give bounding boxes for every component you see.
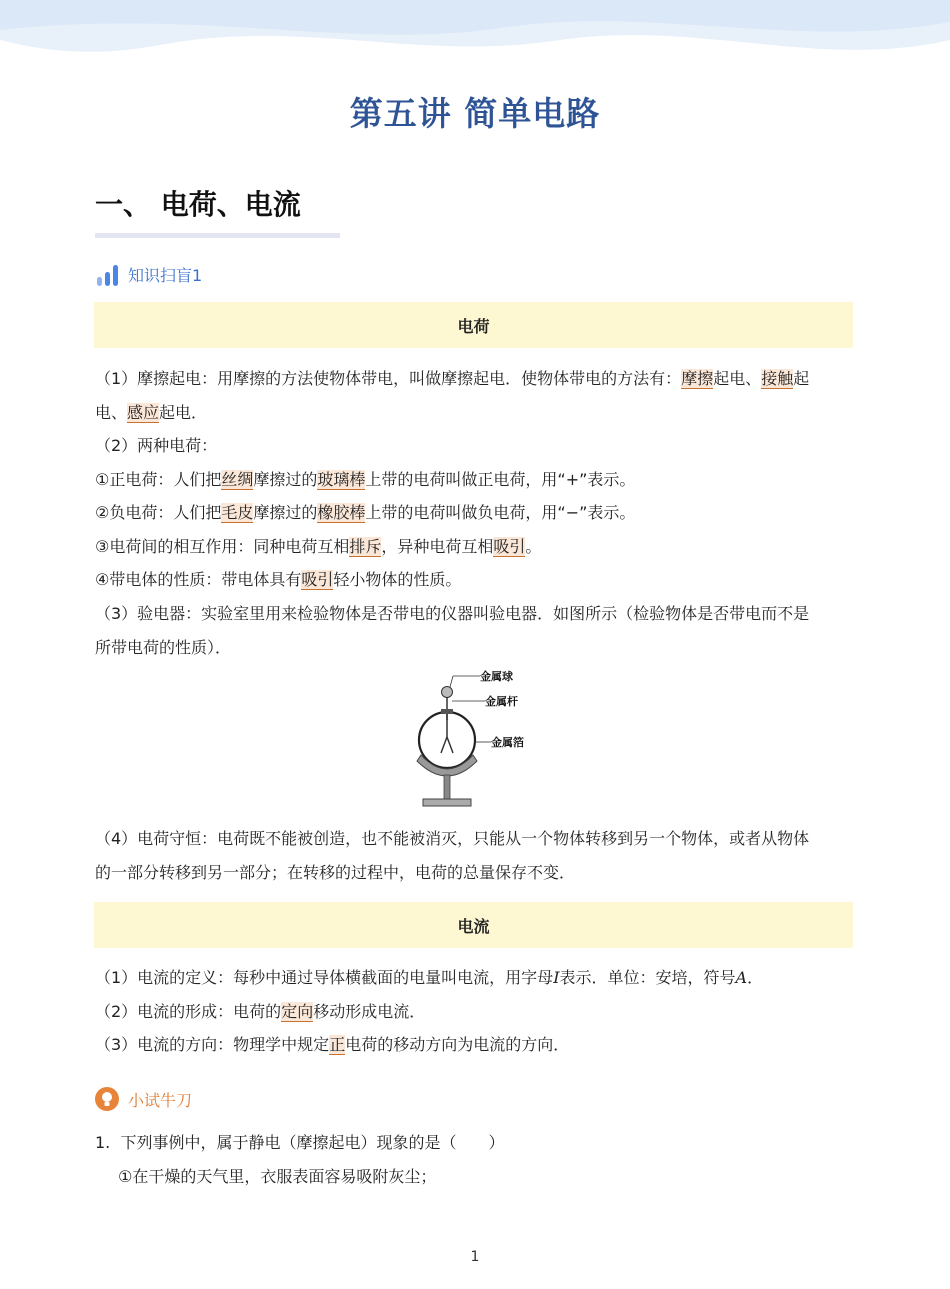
header-wave — [0, 0, 950, 70]
knowledge-label-text: 知识扫盲1 — [128, 266, 203, 285]
label-metal-ball: 金属球 — [480, 670, 513, 683]
charge-paragraph-1: （1）摩擦起电：用摩擦的方法使物体带电，叫做摩擦起电．使物体带电的方法有：摩擦起电、接触起 电、感应起电． — [95, 369, 810, 422]
question-option-1: ①在干燥的天气里，衣服表面容易吸附灰尘； — [118, 1167, 437, 1186]
electroscope-paragraph: （3）验电器：实验室里用来检验物体是否带电的仪器叫验电器．如图所示（检验物体是否带电而不是 所带电荷的性质）． — [95, 604, 810, 657]
section-heading: 一、 电荷、电流 — [95, 188, 301, 221]
practice-label — [95, 1087, 192, 1111]
charge-box — [94, 302, 853, 348]
label-metal-foil: 金属箔 — [491, 736, 524, 749]
bar-chart-icon — [95, 264, 119, 286]
current-formation-line: （2）电流的形成：电荷的定向移动形成电流． — [95, 1002, 426, 1021]
page-title: 第五讲 简单电路 — [349, 94, 601, 133]
charge-paragraph-2: （2）两种电荷： — [95, 436, 218, 455]
current-box — [94, 902, 853, 948]
current-definition-line: （1）电流的定义：每秒中通过导体横截面的电量叫电流，用字母I表示．单位：安培，符号A． — [95, 968, 764, 987]
label-metal-rod: 金属杆 — [485, 695, 518, 708]
electroscope-figure — [405, 665, 545, 813]
charge-interaction-line: ③电荷间的相互作用：同种电荷互相排斥，异种电荷互相吸引。 — [95, 537, 542, 556]
current-direction-line: （3）电流的方向：物理学中规定正电荷的移动方向为电流的方向． — [95, 1035, 570, 1054]
charge-conservation-paragraph: （4）电荷守恒：电荷既不能被创造，也不能被消灭，只能从一个物体转移到另一个物体，或者从物体 的一部分转移到另一部分；在转移的过程中，电荷的总量保存不变． — [95, 829, 810, 882]
charged-body-line: ④带电体的性质：带电体具有吸引轻小物体的性质。 — [95, 570, 462, 589]
positive-charge-line: ①正电荷：人们把丝绸摩擦过的玻璃棒上带的电荷叫做正电荷，用“+”表示。 — [95, 470, 636, 489]
practice-label-text: 小试牛刀 — [128, 1090, 193, 1110]
page-number: 1 — [470, 1249, 480, 1265]
current-box-title: 电流 — [457, 916, 490, 936]
question-number: 1. — [95, 1133, 111, 1152]
negative-charge-line: ②负电荷：人们把毛皮摩擦过的橡胶棒上带的电荷叫做负电荷，用“−”表示。 — [95, 503, 636, 522]
section-underline — [95, 233, 340, 238]
question-1 — [95, 1126, 853, 1160]
question-text: 下列事例中，属于静电（摩擦起电）现象的是（ ） — [120, 1133, 505, 1152]
charge-box-title: 电荷 — [457, 316, 490, 336]
knowledge-label — [95, 263, 202, 286]
lightbulb-icon — [95, 1087, 119, 1111]
